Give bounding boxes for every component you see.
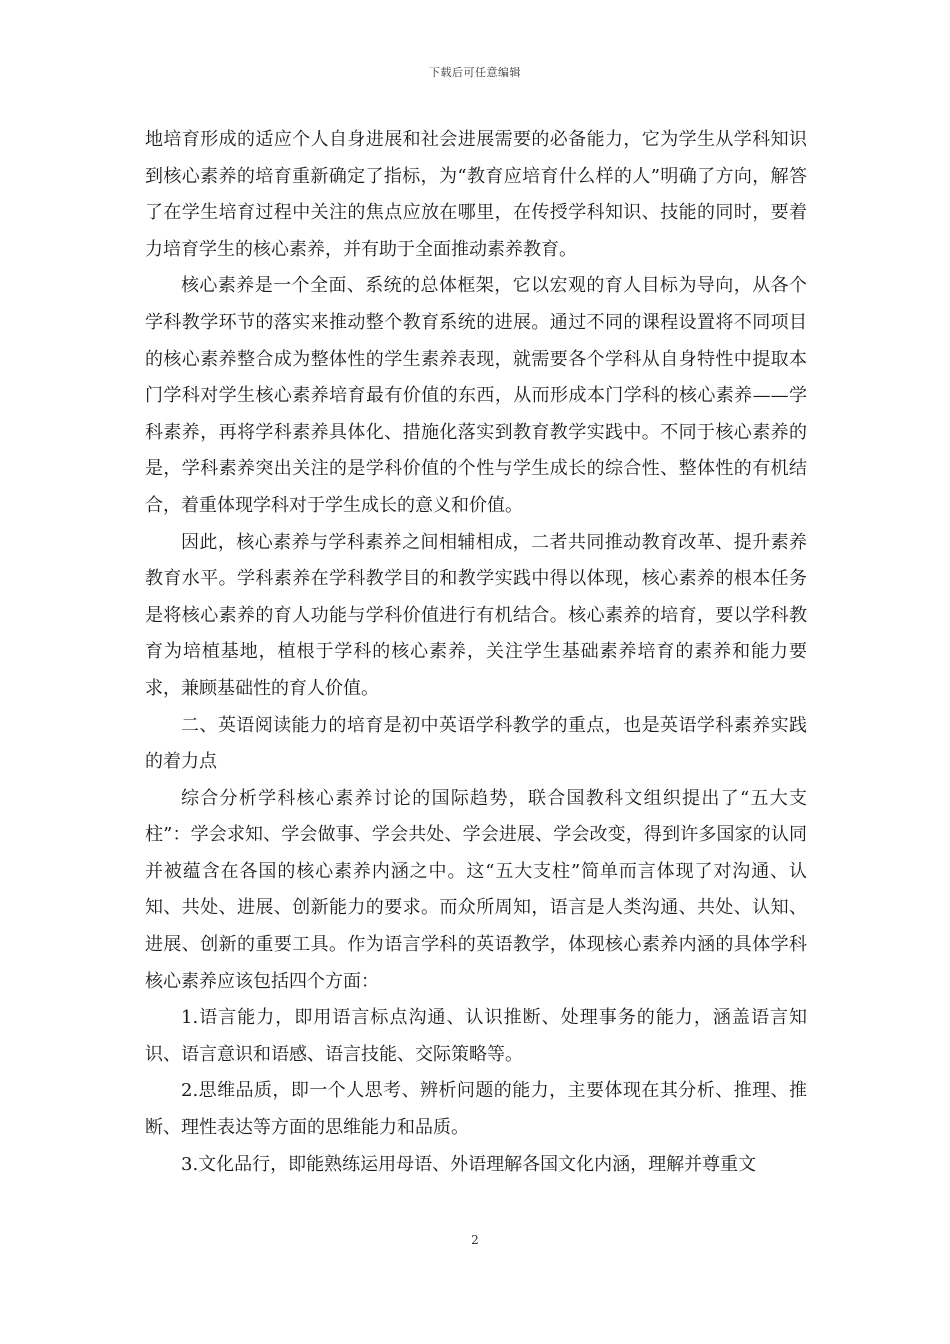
list-item-2: 2.思维品质，即一个人思考、辨析问题的能力，主要体现在其分析、推理、推断、理性表达等方面的思维能力和品质。: [145, 1080, 807, 1139]
list-item-3: 3.文化品行，即能熟练运用母语、外语理解各国文化内涵，理解并尊重文: [181, 1153, 757, 1175]
page-number: 2: [471, 1233, 479, 1247]
document-body: [145, 122, 807, 1183]
paragraph-5: 综合分析学科核心素养讨论的国际趋势，联合国教科文组织提出了“五大支柱”：学会求知、学会做事、学会共处、学会进展、学会改变，得到许多国家的认同并被蕴含在各国的核心素养内涵之中。这“五大支柱”简单而言体现了对沟通、认知、共处、进展、创新能力的要求。而众所周知，语言是人类沟通、共处、认知、进展、创新的重要工具。作为语言学科的英语教学，体现核心素养内涵的具体学科核心素养应该包括四个方面：: [145, 787, 807, 992]
paragraph-1: 地培育形成的适应个人自身进展和社会进展需要的必备能力，它为学生从学科知识到核心素养的培育重新确定了指标，为“教育应培育什么样的人”明确了方向，解答了在学生培育过程中关注的焦点应放在哪里，在传授学科知识、技能的同时，要着力培育学生的核心素养，并有助于全面推动素养教育。: [145, 129, 807, 260]
section-heading: 二、英语阅读能力的培育是初中英语学科教学的重点，也是英语学科素养实践的着力点: [145, 714, 807, 773]
list-item-1: 1.语言能力，即用语言标点沟通、认识推断、处理事务的能力，涵盖语言知识、语言意识和语感、语言技能、交际策略等。: [145, 1007, 807, 1065]
paragraph-2: 核心素养是一个全面、系统的总体框架，它以宏观的育人目标为导向，从各个学科教学环节的落实来推动整个教育系统的进展。通过不同的课程设置将不同项目的核心素养整合成为整体性的学生素养表现，就需要各个学科从自身特性中提取本门学科对学生核心素养培育最有价值的东西，从而形成本门学科的核心素养——学科素养，再将学科素养具体化、措施化落实到教育教学实践中。不同于核心素养的是，学科素养突出关注的是学科价值的个性与学生成长的综合性、整体性的有机结合，着重体现学科对于学生成长的意义和价值。: [145, 275, 807, 516]
paragraph-3: 因此，核心素养与学科素养之间相辅相成，二者共同推动教育改革、提升素养教育水平。学科素养在学科教学目的和教学实践中得以体现，核心素养的根本任务是将核心素养的育人功能与学科价值进行有机结合。核心素养的培育，要以学科教育为培植基地，植根于学科的核心素养，关注学生基础素养培育的素养和能力要求，兼顾基础性的育人价值。: [145, 531, 807, 699]
page-header: 下载后可任意编辑: [429, 66, 521, 79]
